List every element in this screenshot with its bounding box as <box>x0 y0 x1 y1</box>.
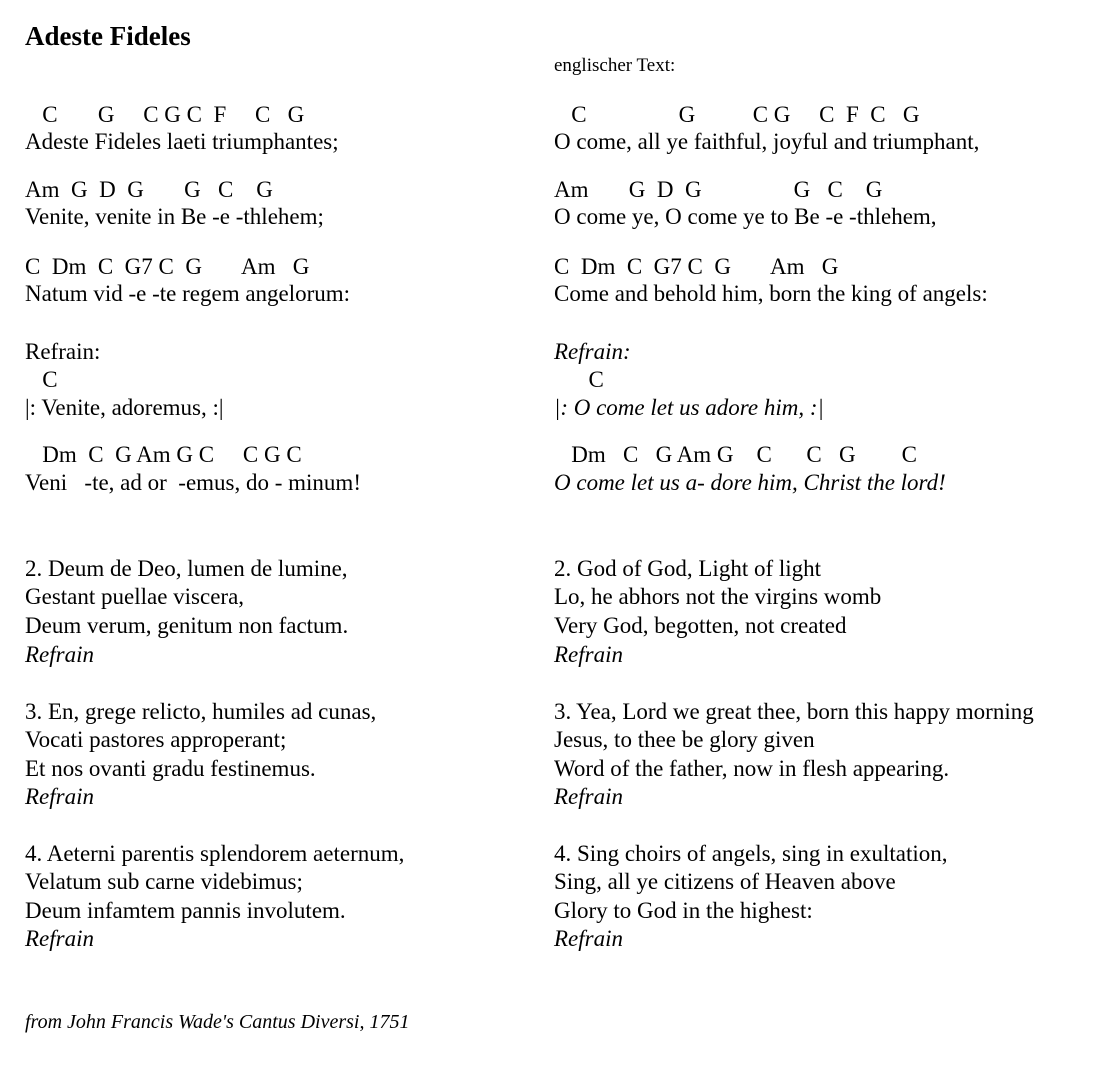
chord-line: C G C G C F C G <box>554 102 920 127</box>
verse-line: Deum verum, genitum non factum. <box>25 613 349 638</box>
english-text-label: englischer Text: <box>554 55 676 76</box>
lyric-line: Venite, venite in Be -e -thlehem; <box>25 204 324 229</box>
verse-line: Et nos ovanti gradu festinemus. <box>25 756 316 781</box>
chord-line: Dm C G Am G C C G C <box>554 442 917 467</box>
verse-line: 4. Sing choirs of angels, sing in exultation, <box>554 841 948 866</box>
chord-line: C <box>25 367 58 392</box>
lyric-line: Come and behold him, born the king of angels: <box>554 281 988 306</box>
verse-line: Deum infamtem pannis involutem. <box>25 898 346 923</box>
refrain-label: Refrain <box>25 926 94 951</box>
chord-line: Am G D G G C G <box>25 177 273 202</box>
chord-line: Dm C G Am G C C G C <box>25 442 302 467</box>
verse-line: Word of the father, now in flesh appearing. <box>554 756 950 781</box>
refrain-label: Refrain <box>554 642 623 667</box>
lyric-line: O come, all ye faithful, joyful and triumphant, <box>554 129 980 154</box>
refrain-label: Refrain <box>25 642 94 667</box>
refrain-label: Refrain: <box>554 339 631 364</box>
refrain-label: Refrain: <box>25 339 101 364</box>
song-title: Adeste Fideles <box>25 21 191 51</box>
verse-line: Very God, begotten, not created <box>554 613 847 638</box>
verse-line: Velatum sub carne videbimus; <box>25 869 303 894</box>
verse-line: Vocati pastores approperant; <box>25 727 287 752</box>
verse-line: 4. Aeterni parentis splendorem aeternum, <box>25 841 405 866</box>
chord-line: C Dm C G7 C G Am G <box>25 254 310 279</box>
refrain-line: O come let us a- dore him, Christ the lord! <box>554 470 946 495</box>
refrain-label: Refrain <box>554 926 623 951</box>
verse-line: Gestant puellae viscera, <box>25 584 245 609</box>
verse-line: 2. Deum de Deo, lumen de lumine, <box>25 556 348 581</box>
chord-line: C <box>554 367 604 392</box>
verse-line: Glory to God in the highest: <box>554 898 813 923</box>
verse-line: Lo, he abhors not the virgins womb <box>554 584 882 609</box>
lyric-line: O come ye, O come ye to Be -e -thlehem, <box>554 204 937 229</box>
refrain-line: |: O come let us adore him, :| <box>554 395 824 420</box>
refrain-label: Refrain <box>25 784 94 809</box>
lyric-line: Adeste Fideles laeti triumphantes; <box>25 129 339 154</box>
refrain-line: |: Venite, adoremus, :| <box>25 395 224 420</box>
lyric-line: Natum vid -e -te regem angelorum: <box>25 281 351 306</box>
chord-line: Am G D G G C G <box>554 177 883 202</box>
verse-line: Sing, all ye citizens of Heaven above <box>554 869 896 894</box>
source-citation: from John Francis Wade's Cantus Diversi, 1751 <box>25 1011 410 1033</box>
verse-line: 3. Yea, Lord we great thee, born this happy morning <box>554 699 1034 724</box>
verse-line: 2. God of God, Light of light <box>554 556 822 581</box>
refrain-label: Refrain <box>554 784 623 809</box>
refrain-line: Veni -te, ad or -emus, do - minum! <box>25 470 361 495</box>
chord-line: C Dm C G7 C G Am G <box>554 254 839 279</box>
verse-line: 3. En, grege relicto, humiles ad cunas, <box>25 699 377 724</box>
chord-line: C G C G C F C G <box>25 102 305 127</box>
verse-line: Jesus, to thee be glory given <box>554 727 815 752</box>
